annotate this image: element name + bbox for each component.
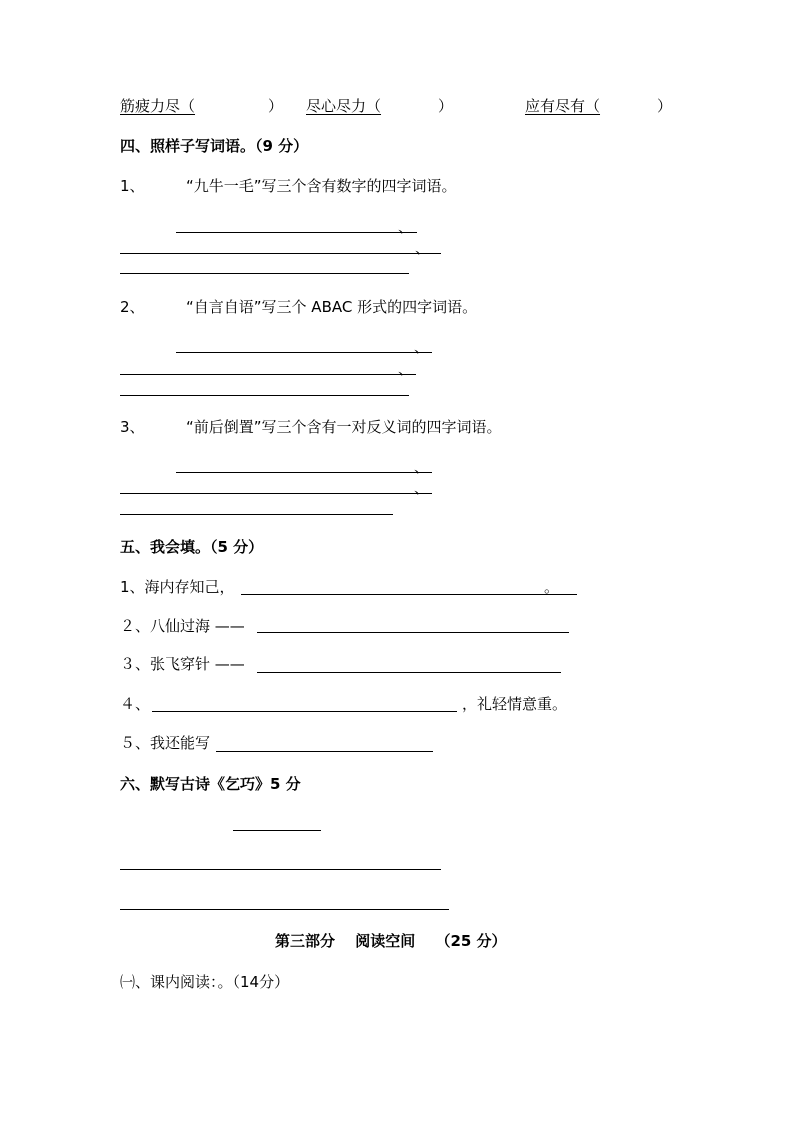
- q1-number: 1、: [120, 177, 145, 195]
- q3-answer-line-2[interactable]: [120, 493, 432, 494]
- word-item-3-label: 应有尽有（: [525, 97, 601, 115]
- q2-separator-1: 、: [414, 338, 430, 356]
- part-3-title: 第三部分 阅读空间 （25 分）: [275, 932, 507, 950]
- fill-item-4-tail: ，礼轻情意重。: [462, 695, 568, 713]
- q2-answer-line-1[interactable]: [176, 352, 432, 353]
- fill-item-1-prefix: 1、海内存知己，: [120, 578, 235, 596]
- fill-item-3-prefix: ３、张飞穿针 ——: [120, 655, 245, 673]
- q3-answer-line-1[interactable]: [176, 472, 432, 473]
- word-item-2-label: 尽心尽力（: [306, 97, 382, 115]
- q1-separator-2: 、: [415, 239, 431, 257]
- fill-item-3-line[interactable]: [257, 672, 561, 673]
- word-item-3: [525, 97, 600, 115]
- fill-item-1-end: 。: [544, 578, 560, 596]
- fill-item-1-line[interactable]: [241, 594, 577, 595]
- q2-number: 2、: [120, 298, 145, 316]
- poem-line-2[interactable]: [120, 909, 449, 910]
- q2-separator-2: 、: [398, 360, 414, 378]
- fill-item-4-line[interactable]: [152, 711, 457, 712]
- fill-item-5-prefix: ５、我还能写: [120, 734, 211, 752]
- word-item-1: [120, 97, 195, 115]
- fill-item-2-line[interactable]: [257, 632, 569, 633]
- fill-item-2-prefix: ２、八仙过海 ——: [120, 617, 245, 635]
- poem-title-line[interactable]: [233, 830, 321, 831]
- word-item-1-label: 筋疲力尽（: [120, 97, 196, 115]
- q1-answer-line-1[interactable]: [176, 232, 417, 233]
- q1-prompt: “九牛一毛”写三个含有数字的四字词语。: [186, 177, 457, 195]
- q1-separator-1: 、: [398, 218, 414, 236]
- q3-separator-2: 、: [414, 479, 430, 497]
- word-item-1-close: ）: [268, 97, 284, 115]
- poem-line-1[interactable]: [120, 869, 441, 870]
- section-6-title: 六、默写古诗《乞巧》5 分: [120, 775, 301, 793]
- word-item-2: [306, 97, 381, 115]
- section-5-title: 五、我会填。（5 分）: [120, 538, 264, 556]
- section-4-title: 四、照样子写词语。（9 分）: [120, 137, 309, 155]
- q3-separator-1: 、: [414, 458, 430, 476]
- word-item-3-close: ）: [657, 97, 673, 115]
- fill-item-5-line[interactable]: [216, 751, 433, 752]
- q3-number: 3、: [120, 418, 145, 436]
- q3-prompt: “前后倒置”写三个含有一对反义词的四字词语。: [186, 418, 502, 436]
- q2-prompt: “自言自语”写三个 ABAC 形式的四字词语。: [186, 298, 478, 316]
- q2-answer-line-3[interactable]: [120, 395, 409, 396]
- q2-answer-line-2[interactable]: [120, 374, 416, 375]
- q1-answer-line-2[interactable]: [120, 253, 441, 254]
- fill-item-4-number: ４、: [120, 695, 151, 713]
- q1-answer-line-3[interactable]: [120, 273, 409, 274]
- word-item-2-close: ）: [438, 97, 454, 115]
- q3-answer-line-3[interactable]: [120, 514, 393, 515]
- reading-subsection-title: ㈠、课内阅读：。（14分）: [120, 973, 290, 991]
